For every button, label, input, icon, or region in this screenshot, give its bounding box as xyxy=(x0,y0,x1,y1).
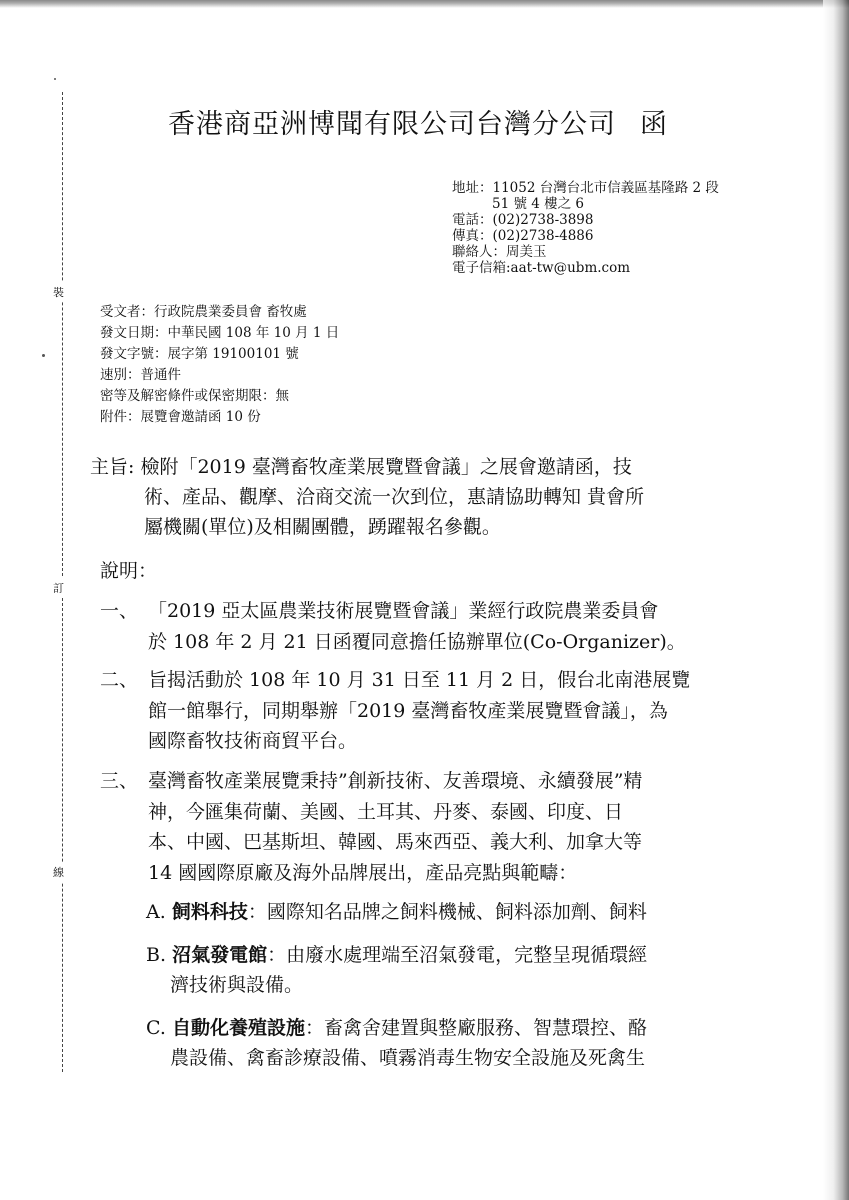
item-number: 一、 xyxy=(100,600,139,622)
item-number: 二、 xyxy=(100,669,139,691)
scan-speck xyxy=(54,78,56,80)
subject-line-1: 主旨: 檢附「2019 臺灣畜牧產業展覽暨會議」之展會邀請函，技 xyxy=(90,456,632,478)
contact-block xyxy=(452,180,719,276)
binding-mark-top: 裝 xyxy=(53,282,64,302)
item-line: 14 國國際原廠及海外品牌展出，產品亮點與範疇： xyxy=(148,861,578,884)
binding-mark-bottom: 線 xyxy=(53,862,64,882)
scan-top-edge xyxy=(0,0,849,8)
highlight-letter: C. xyxy=(146,1017,166,1039)
highlight-item xyxy=(146,897,647,927)
item-text xyxy=(148,766,642,888)
contact-person: 聯絡人：周美玉 xyxy=(452,244,547,260)
issue-date: 發文日期：中華民國 108 年 10 月 1 日 xyxy=(100,325,340,341)
item-text xyxy=(148,665,690,757)
highlight-desc-cont: 農設備、禽畜診療設備、噴霧消毒生物安全設施及死禽生 xyxy=(170,1047,646,1069)
highlight-desc: ：畜禽舍建置與整廠服務、智慧環控、酪 xyxy=(304,1017,647,1039)
highlight-term: 沼氣發電館 xyxy=(172,944,268,966)
document-number: 發文字號：展字第 19100101 號 xyxy=(100,346,299,362)
explanation-heading: 說明： xyxy=(100,560,158,582)
highlight-desc-cont: 濟技術與設備。 xyxy=(170,974,304,996)
company-name: 香港商亞洲博聞有限公司台灣分公司 xyxy=(168,109,616,140)
subject-section xyxy=(90,452,644,542)
item-number: 三、 xyxy=(100,770,139,792)
attachment: 附件：展覽會邀請函 10 份 xyxy=(100,409,261,425)
address-line-1: 地址：11052 台灣台北市信義區基隆路 2 段 xyxy=(452,180,719,196)
document-type: 函 xyxy=(640,109,668,140)
highlight-term: 飼料科技 xyxy=(171,901,248,923)
scan-right-edge xyxy=(823,0,849,1200)
item-line: 「2019 亞太區農業技術展覽暨會議」業經行政院農業委員會 xyxy=(148,600,659,622)
email: 電子信箱:aat-tw@ubm.com xyxy=(452,260,631,276)
document-meta xyxy=(100,302,339,428)
item-line: 臺灣畜牧產業展覽秉持”創新技術、友善環境、永續發展”精 xyxy=(148,770,643,792)
item-line: 神，今匯集荷蘭、美國、土耳其、丹麥、泰國、印度、日 xyxy=(148,800,624,823)
delivery-speed: 速別：普通件 xyxy=(100,367,181,383)
highlight-desc: ：由廢水處理端至沼氣發電，完整呈現循環經 xyxy=(267,944,648,966)
subject-line-3: 屬機關(單位)及相關團體，踴躍報名參觀。 xyxy=(144,516,501,538)
highlight-item xyxy=(146,940,647,1000)
item-line: 國際畜牧技術商貿平台。 xyxy=(148,730,358,752)
phone: 電話：(02)2738-3898 xyxy=(452,212,594,228)
item-line: 館一館舉行，同期舉辦「2019 臺灣畜牧產業展覽暨會議」，為 xyxy=(148,699,668,722)
item-line: 於 108 年 2 月 21 日函覆同意擔任協辦單位(Co-Organizer)。 xyxy=(148,630,686,653)
item-text xyxy=(148,596,686,657)
recipient: 受文者：行政院農業委員會 畜牧處 xyxy=(100,304,307,320)
letter-header xyxy=(168,102,668,141)
highlight-letter: B. xyxy=(146,944,167,966)
binding-mark-middle: 訂 xyxy=(53,578,64,598)
fax: 傳真：(02)2738-4886 xyxy=(452,228,594,244)
item-line: 旨揭活動於 108 年 10 月 31 日至 11 月 2 日，假台北南港展覽 xyxy=(148,669,691,691)
item-line: 本、中國、巴基斯坦、韓國、馬來西亞、義大利、加拿大等 xyxy=(148,831,643,853)
confidentiality: 密等及解密條件或保密期限：無 xyxy=(100,388,289,404)
address-line-2: 51 號 4 樓之 6 xyxy=(492,196,585,212)
scan-speck xyxy=(42,354,45,357)
highlight-letter: A. xyxy=(146,901,166,923)
highlight-item xyxy=(146,1013,647,1073)
subject-line-2: 術、產品、觀摩、洽商交流一次到位，惠請協助轉知 貴會所 xyxy=(144,486,645,508)
highlight-term: 自動化養殖設施 xyxy=(171,1017,305,1039)
highlight-desc: ：國際知名品牌之飼料機械、飼料添加劑、飼料 xyxy=(247,901,647,923)
